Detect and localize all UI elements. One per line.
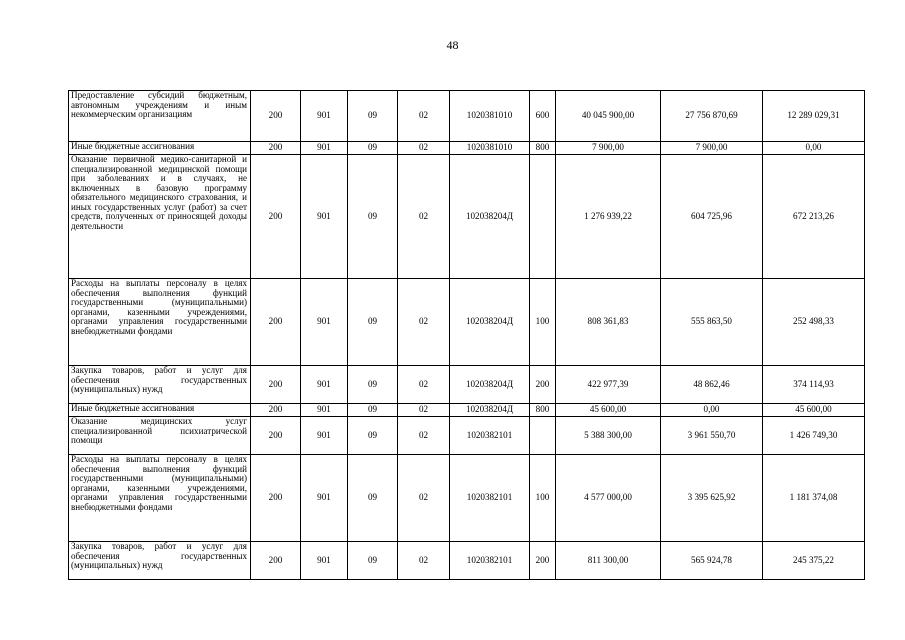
expense-type-code (530, 417, 556, 455)
subsection-code: 02 (398, 542, 450, 580)
amount-2: 3 961 550,70 (661, 417, 763, 455)
target-article-code: 102038204Д (450, 366, 530, 404)
section-code: 09 (348, 155, 398, 279)
admin-code: 200 (251, 279, 301, 366)
budget-table (68, 90, 865, 580)
admin-code: 200 (251, 142, 301, 155)
amount-1: 40 045 900,00 (556, 91, 661, 142)
expense-type-code: 800 (530, 142, 556, 155)
amount-1: 4 577 000,00 (556, 455, 661, 542)
expense-name: Оказание первичной медико-санитарной и специализированной медицинской помощи при заболеваниях и в случаях, не включенных в базовую программу обязательного медицинского страхования, и иных государственных услуг (работ) за счет средств, полученных от приносящей доходы деятельности (69, 155, 251, 279)
grbs-code: 901 (301, 142, 348, 155)
amount-2: 7 900,00 (661, 142, 763, 155)
section-code: 09 (348, 404, 398, 417)
grbs-code: 901 (301, 279, 348, 366)
grbs-code: 901 (301, 404, 348, 417)
subsection-code: 02 (398, 366, 450, 404)
expense-name: Иные бюджетные ассигнования (69, 404, 251, 417)
grbs-code: 901 (301, 366, 348, 404)
table-row (69, 542, 865, 580)
amount-2: 0,00 (661, 404, 763, 417)
grbs-code: 901 (301, 542, 348, 580)
amount-2: 604 725,96 (661, 155, 763, 279)
section-code: 09 (348, 455, 398, 542)
section-code: 09 (348, 142, 398, 155)
amount-1: 1 276 939,22 (556, 155, 661, 279)
section-code: 09 (348, 91, 398, 142)
page-number: 48 (446, 38, 459, 52)
amount-1: 422 977,39 (556, 366, 661, 404)
table-row (69, 417, 865, 455)
table-row (69, 455, 865, 542)
expense-name: Иные бюджетные ассигнования (69, 142, 251, 155)
amount-3: 1 426 749,30 (763, 417, 865, 455)
expense-name: Закупка товаров, работ и услуг для обеспечения государственных (муниципальных) нужд (69, 366, 251, 404)
amount-2: 48 862,46 (661, 366, 763, 404)
admin-code: 200 (251, 455, 301, 542)
table-row (69, 366, 865, 404)
section-code: 09 (348, 417, 398, 455)
target-article-code: 1020382101 (450, 417, 530, 455)
grbs-code: 901 (301, 155, 348, 279)
amount-3: 1 181 374,08 (763, 455, 865, 542)
amount-3: 374 114,93 (763, 366, 865, 404)
amount-3: 252 498,33 (763, 279, 865, 366)
amount-2: 555 863,50 (661, 279, 763, 366)
expense-type-code: 100 (530, 455, 556, 542)
amount-2: 565 924,78 (661, 542, 763, 580)
expense-type-code: 800 (530, 404, 556, 417)
subsection-code: 02 (398, 455, 450, 542)
amount-2: 3 395 625,92 (661, 455, 763, 542)
expense-name: Расходы на выплаты персоналу в целях обеспечения выполнения функций государственными (муниципальными) органами, казенными учреждениями, органами управления государственными внебюджетными фондами (69, 455, 251, 542)
admin-code: 200 (251, 155, 301, 279)
target-article-code: 102038204Д (450, 279, 530, 366)
amount-3: 45 600,00 (763, 404, 865, 417)
amount-3: 245 375,22 (763, 542, 865, 580)
expense-type-code: 600 (530, 91, 556, 142)
expense-name: Расходы на выплаты персоналу в целях обеспечения выполнения функций государственными (муниципальными) органами, казенными учреждениями, органами управления государственными внебюджетными фондами (69, 279, 251, 366)
amount-1: 45 600,00 (556, 404, 661, 417)
section-code: 09 (348, 366, 398, 404)
amount-3: 12 289 029,31 (763, 91, 865, 142)
subsection-code: 02 (398, 417, 450, 455)
admin-code: 200 (251, 542, 301, 580)
admin-code: 200 (251, 91, 301, 142)
admin-code: 200 (251, 404, 301, 417)
section-code: 09 (348, 279, 398, 366)
expense-type-code: 100 (530, 279, 556, 366)
admin-code: 200 (251, 417, 301, 455)
target-article-code: 1020381010 (450, 142, 530, 155)
grbs-code: 901 (301, 417, 348, 455)
expense-type-code: 200 (530, 542, 556, 580)
admin-code: 200 (251, 366, 301, 404)
expense-type-code: 200 (530, 366, 556, 404)
target-article-code: 1020382101 (450, 542, 530, 580)
amount-1: 811 300,00 (556, 542, 661, 580)
amount-1: 7 900,00 (556, 142, 661, 155)
table-row (69, 155, 865, 279)
target-article-code: 102038204Д (450, 155, 530, 279)
expense-name: Оказание медицинских услуг специализированной психиатрической помощи (69, 417, 251, 455)
subsection-code: 02 (398, 404, 450, 417)
target-article-code: 1020382101 (450, 455, 530, 542)
target-article-code: 1020381010 (450, 91, 530, 142)
amount-3: 0,00 (763, 142, 865, 155)
target-article-code: 102038204Д (450, 404, 530, 417)
subsection-code: 02 (398, 142, 450, 155)
amount-1: 808 361,83 (556, 279, 661, 366)
table-row (69, 91, 865, 142)
subsection-code: 02 (398, 91, 450, 142)
table-row (69, 142, 865, 155)
subsection-code: 02 (398, 155, 450, 279)
amount-3: 672 213,26 (763, 155, 865, 279)
grbs-code: 901 (301, 91, 348, 142)
table-row (69, 404, 865, 417)
expense-name: Предоставление субсидий бюджетным, автономным учреждениям и иным некоммерческим организациям (69, 91, 251, 142)
table-row (69, 279, 865, 366)
amount-1: 5 388 300,00 (556, 417, 661, 455)
amount-2: 27 756 870,69 (661, 91, 763, 142)
subsection-code: 02 (398, 279, 450, 366)
expense-name: Закупка товаров, работ и услуг для обеспечения государственных (муниципальных) нужд (69, 542, 251, 580)
section-code: 09 (348, 542, 398, 580)
expense-type-code (530, 155, 556, 279)
grbs-code: 901 (301, 455, 348, 542)
